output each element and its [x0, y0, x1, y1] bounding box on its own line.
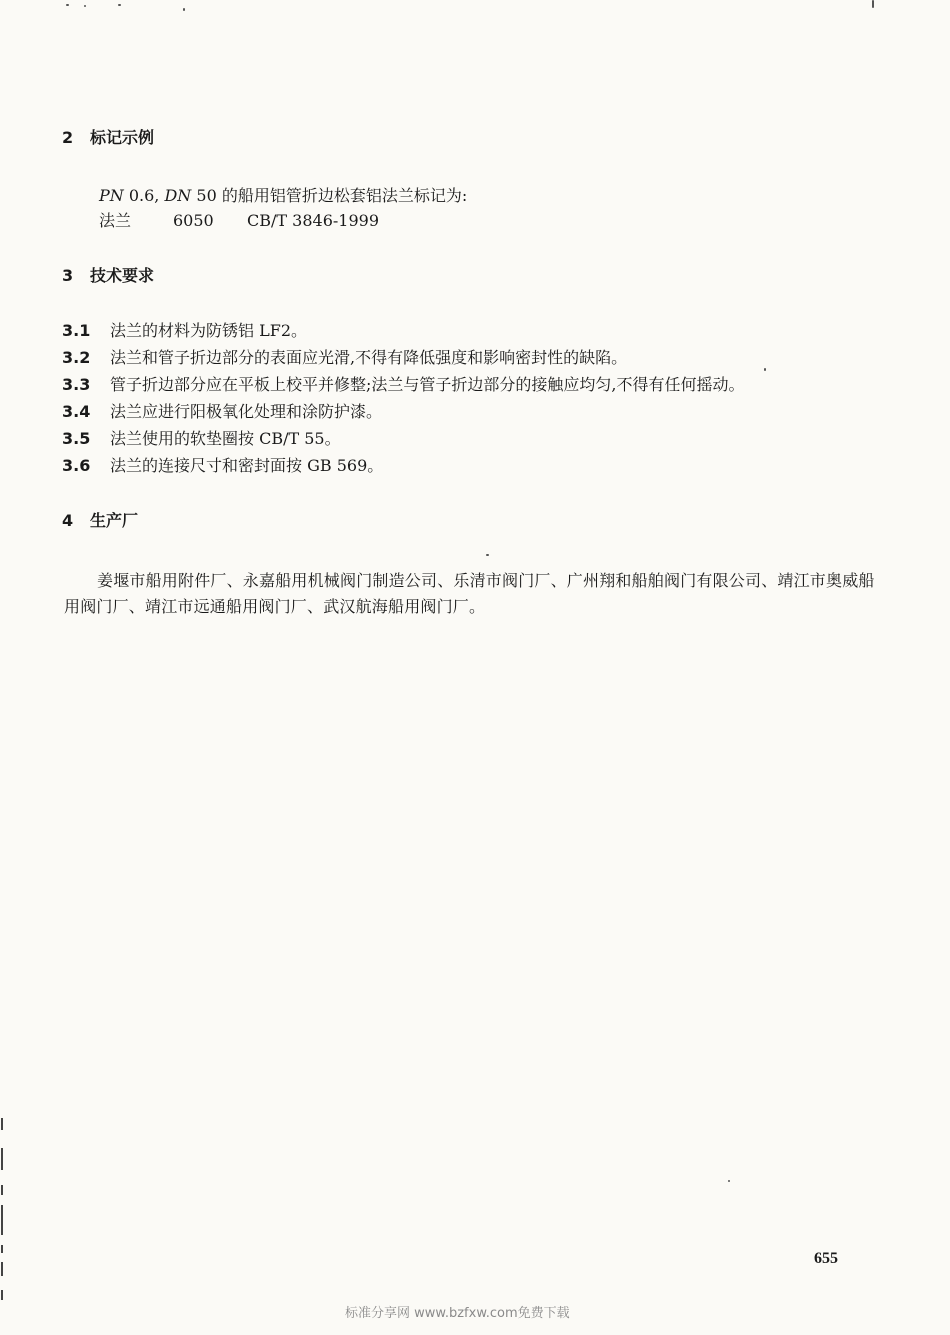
- section-title: 生产厂: [90, 511, 139, 530]
- item-text: 法兰和管子折边部分的表面应光滑,不得有降低强度和影响密封性的缺陷。: [110, 348, 628, 367]
- page-number: 655: [814, 1250, 838, 1267]
- requirement-item: [62, 429, 341, 449]
- section-number: 4: [62, 511, 74, 530]
- section-title: 标记示例: [90, 128, 155, 147]
- margin-mark: [1, 1205, 3, 1235]
- item-number: 3.1: [62, 321, 91, 340]
- description-text: 50 的船用铝管折边松套铝法兰标记为:: [191, 186, 468, 205]
- marking-standard: CB/T 3846-1999: [247, 211, 379, 230]
- item-text: 法兰应进行阳极氧化处理和涂防护漆。: [110, 402, 383, 421]
- requirement-item: [62, 348, 627, 368]
- item-number: 3.3: [62, 375, 91, 394]
- requirement-item: [62, 402, 382, 422]
- margin-mark: [1, 1290, 3, 1300]
- item-number: 3.4: [62, 402, 91, 421]
- footer-watermark: 标准分享网 www.bzfxw.com免费下载: [345, 1306, 570, 1321]
- section-number: 2: [62, 128, 74, 147]
- pn-value: 0.6,: [123, 186, 165, 205]
- scan-speck: [84, 5, 86, 7]
- margin-mark: [1, 1148, 3, 1170]
- item-text: 管子折边部分应在平板上校平并修整;法兰与管子折边部分的接触应均匀,不得有任何摇动。: [110, 375, 745, 394]
- margin-mark: [1, 1118, 3, 1130]
- section-number: 3: [62, 266, 74, 285]
- section-2-heading: [62, 128, 154, 148]
- section-3-heading: [62, 266, 154, 286]
- item-text: 法兰使用的软垫圈按 CB/T 55。: [110, 429, 341, 448]
- margin-mark: [1, 1262, 3, 1276]
- item-number: 3.2: [62, 348, 91, 367]
- scan-speck: [764, 368, 766, 371]
- scan-speck: [183, 8, 185, 11]
- dn-label: DN: [164, 186, 192, 205]
- marking-code: 6050: [173, 211, 214, 230]
- marking-description: [99, 186, 467, 206]
- section-title: 技术要求: [90, 266, 155, 285]
- margin-mark: [1, 1185, 3, 1195]
- scan-speck: [118, 4, 121, 6]
- requirement-item: [62, 456, 383, 476]
- scan-speck: [486, 554, 489, 556]
- marking-name: 法兰: [99, 211, 132, 230]
- item-number: 3.6: [62, 456, 91, 475]
- scan-speck: [66, 4, 69, 6]
- scan-speck: [728, 1180, 730, 1182]
- margin-mark: [1, 1245, 3, 1253]
- pn-label: PN: [99, 186, 124, 205]
- marking-example: [99, 211, 379, 231]
- item-number: 3.5: [62, 429, 91, 448]
- requirement-item: [62, 375, 744, 395]
- item-text: 法兰的材料为防锈铝 LF2。: [110, 321, 307, 340]
- item-text: 法兰的连接尺寸和密封面按 GB 569。: [110, 456, 384, 475]
- section-4-heading: [62, 511, 138, 531]
- scan-speck: [872, 0, 874, 8]
- requirement-item: [62, 321, 307, 341]
- manufacturer-paragraph: 姜堰市船用附件厂、永嘉船用机械阀门制造公司、乐清市阀门厂、广州翔和船舶阀门有限公司、靖江市奥威船用阀门厂、靖江市远通船用阀门厂、武汉航海船用阀门厂。: [64, 571, 875, 616]
